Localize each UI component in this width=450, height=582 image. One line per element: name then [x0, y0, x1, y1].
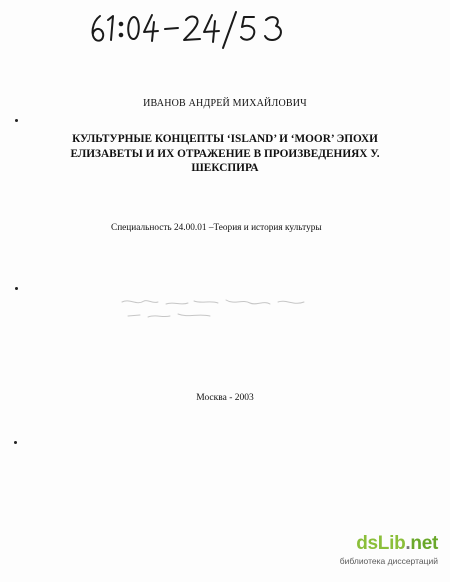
scan-speck [14, 441, 17, 444]
title-line: КУЛЬТУРНЫЕ КОНЦЕПТЫ ‘ISLAND’ И ‘MOOR’ ЭПОХИ [72, 133, 378, 145]
scan-speck [15, 287, 18, 290]
watermark-brand-name: dsLib [356, 533, 406, 554]
watermark-brand [338, 534, 438, 554]
title-line: ЕЛИЗАВЕТЫ И ИХ ОТРАЖЕНИЕ В ПРОИЗВЕДЕНИЯХ У. [70, 147, 380, 160]
faint-stamp-scribble [118, 292, 318, 322]
city-and-year: Москва - 2003 [196, 393, 254, 403]
dslib-watermark-logo [338, 534, 438, 566]
specialty-line: Специальность 24.00.01 –Теория и история культуры [111, 223, 322, 233]
author-name: ИВАНОВ АНДРЕЙ МИХАЙЛОВИЧ [143, 98, 307, 109]
title-line: ШЕКСПИРА [191, 162, 259, 174]
dissertation-title [48, 132, 402, 176]
watermark-brand-tld: net [410, 533, 438, 554]
watermark-brand-dot: . [405, 533, 411, 554]
watermark-tagline: библиотека диссертаций [339, 556, 438, 566]
handwritten-archive-code [86, 8, 296, 50]
scan-speck [15, 119, 18, 122]
